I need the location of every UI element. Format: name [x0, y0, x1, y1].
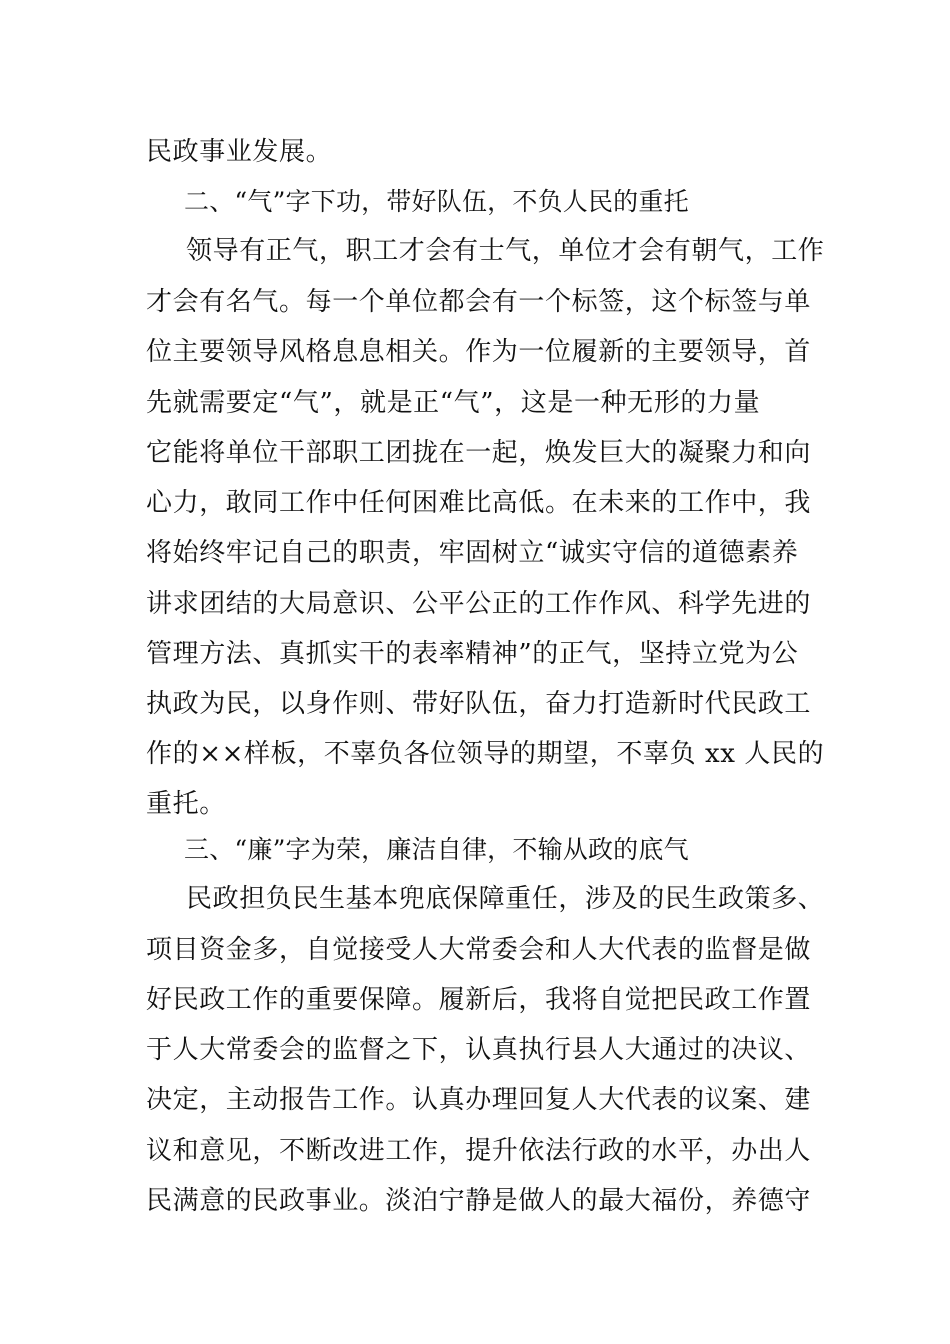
text-line: 项目资金多，自觉接受人大常委会和人大代表的监督是做 — [146, 935, 812, 965]
text-line: 执政为民，以身作则、带好队伍，奋力打造新时代民政工 — [146, 689, 812, 719]
text-line: 领导有正气，职工才会有士气，单位才会有朝气，工作 — [186, 236, 825, 266]
text-line: 民满意的民政事业。淡泊宁静是做人的最大福份，养德守 — [146, 1186, 812, 1216]
text-line: 管理方法、真抓实干的表率精神”的正气，坚持立党为公 — [146, 639, 799, 669]
text-line: 议和意见，不断改进工作，提升依法行政的水平，办出人 — [146, 1136, 812, 1166]
text-line: 才会有名气。每一个单位都会有一个标签，这个标签与单 — [146, 287, 812, 317]
text-line: 讲求团结的大局意识、公平公正的工作作风、科学先进的 — [146, 589, 812, 619]
text-line: 重托。 — [146, 789, 226, 819]
text-line: 好民政工作的重要保障。履新后，我将自觉把民政工作置 — [146, 985, 812, 1015]
text-line: 心力，敢同工作中任何困难比高低。在未来的工作中，我 — [146, 488, 812, 518]
text-line: 将始终牢记自己的职责，牢固树立“诚实守信的道德素养 — [146, 538, 799, 568]
text-line: 决定，主动报告工作。认真办理回复人大代表的议案、建 — [146, 1085, 812, 1115]
text-line: 民政事业发展。 — [146, 137, 333, 167]
text-line: 民政担负民生基本兜底保障重任，涉及的民生政策多、 — [186, 884, 825, 914]
section-heading-3: 三、“廉”字为荣，廉洁自律，不输从政的底气 — [184, 835, 689, 864]
text-line: 位主要领导风格息息相关。作为一位履新的主要领导，首 — [146, 337, 812, 367]
section-heading-2: 二、“气”字下功，带好队伍，不负人民的重托 — [184, 187, 689, 216]
text-line: 先就需要定“气”，就是正“气”，这是一种无形的力量 — [146, 388, 761, 418]
text-line: 它能将单位干部职工团拢在一起，焕发巨大的凝聚力和向 — [146, 438, 812, 468]
text-line: 于人大常委会的监督之下，认真执行县人大通过的决议、 — [146, 1035, 812, 1065]
text-line: 作的××样板，不辜负各位领导的期望，不辜负 xx 人民的 — [146, 739, 825, 769]
